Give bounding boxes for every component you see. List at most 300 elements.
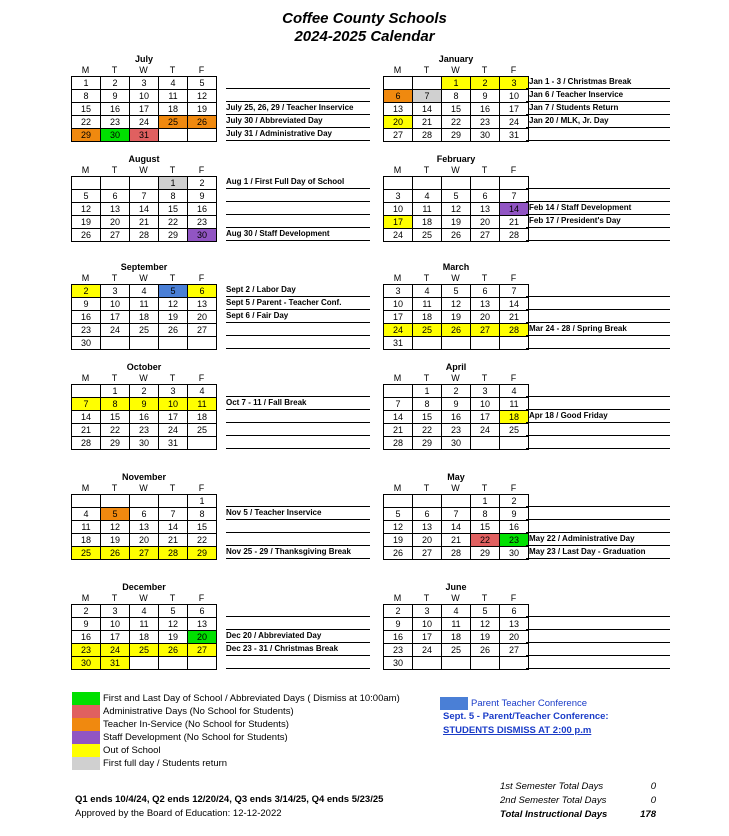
day-cell: 17	[384, 311, 413, 324]
weekday-label: M	[393, 273, 402, 283]
days-value: 0	[650, 781, 656, 792]
weekday-label: M	[81, 273, 90, 283]
event-note	[226, 76, 370, 89]
day-cell	[384, 77, 413, 90]
week-row	[72, 437, 217, 450]
day-cell: 13	[500, 618, 529, 631]
day-cell	[72, 495, 101, 508]
weekday-header	[71, 483, 217, 494]
month-notes	[226, 176, 370, 241]
day-cell: 14	[413, 103, 442, 116]
week-row	[384, 437, 529, 450]
event-note	[526, 284, 670, 297]
month-notes	[526, 494, 670, 559]
day-cell: 29	[413, 437, 442, 450]
day-cell: 2	[72, 605, 101, 618]
day-cell: 26	[384, 547, 413, 560]
weekday-label: F	[510, 273, 517, 283]
week-row	[72, 177, 217, 190]
weekday-label: W	[451, 373, 460, 383]
day-cell: 19	[159, 631, 188, 644]
day-cell: 19	[188, 103, 217, 116]
month-april	[383, 362, 529, 450]
weekday-label: T	[111, 273, 118, 283]
day-cell: 1	[471, 495, 500, 508]
day-cell: 28	[500, 229, 529, 242]
day-cell: 4	[442, 605, 471, 618]
day-cell: 18	[413, 216, 442, 229]
day-cell	[159, 657, 188, 670]
event-note	[526, 494, 670, 507]
day-cell: 22	[413, 424, 442, 437]
event-note	[226, 384, 370, 397]
week-row	[384, 203, 529, 216]
days-value: 0	[650, 795, 656, 806]
day-cell: 21	[72, 424, 101, 437]
day-cell: 2	[442, 385, 471, 398]
day-cell: 22	[159, 216, 188, 229]
day-cell	[159, 129, 188, 142]
day-cell: 12	[159, 618, 188, 631]
day-cell: 28	[442, 547, 471, 560]
day-cell: 3	[413, 605, 442, 618]
event-note	[526, 384, 670, 397]
day-cell: 7	[130, 190, 159, 203]
day-cell: 11	[159, 90, 188, 103]
event-note	[526, 310, 670, 323]
day-cell: 18	[72, 534, 101, 547]
month-name: November	[121, 472, 166, 482]
day-cell: 17	[101, 311, 130, 324]
day-cell	[442, 177, 471, 190]
weekday-label: T	[169, 165, 176, 175]
day-cell: 11	[413, 298, 442, 311]
day-cell: 26	[442, 324, 471, 337]
month-grid	[71, 604, 217, 670]
legend-item	[72, 731, 400, 744]
month-august	[71, 154, 217, 242]
day-cell: 17	[384, 216, 413, 229]
days-value: 178	[640, 809, 656, 820]
week-row	[384, 285, 529, 298]
event-note	[526, 604, 670, 617]
day-cell: 20	[101, 216, 130, 229]
week-row	[72, 534, 217, 547]
week-row	[72, 190, 217, 203]
month-grid	[383, 176, 529, 242]
day-cell: 28	[72, 437, 101, 450]
month-name: August	[128, 154, 160, 164]
event-note	[226, 336, 370, 349]
day-cell: 14	[159, 521, 188, 534]
weekday-header	[383, 165, 529, 176]
day-cell: 27	[188, 324, 217, 337]
weekday-label: T	[169, 593, 176, 603]
week-row	[384, 631, 529, 644]
week-row	[384, 605, 529, 618]
weekday-header	[383, 593, 529, 604]
day-cell: 19	[442, 216, 471, 229]
week-row	[72, 77, 217, 90]
day-cell	[384, 495, 413, 508]
day-cell	[413, 337, 442, 350]
day-cell: 5	[72, 190, 101, 203]
event-note	[526, 436, 670, 449]
day-cell: 24	[413, 644, 442, 657]
day-cell: 16	[188, 203, 217, 216]
day-cell: 19	[159, 311, 188, 324]
day-cell: 30	[442, 437, 471, 450]
day-cell: 7	[413, 90, 442, 103]
week-row	[72, 495, 217, 508]
day-cell: 17	[130, 103, 159, 116]
weekday-label: F	[510, 165, 517, 175]
weekday-header	[383, 65, 529, 76]
day-cell: 31	[159, 437, 188, 450]
event-note	[526, 228, 670, 241]
day-cell: 6	[471, 190, 500, 203]
legend-label: Staff Development (No School for Students)	[103, 732, 288, 743]
legend	[72, 692, 400, 770]
day-cell: 13	[188, 298, 217, 311]
week-row	[72, 337, 217, 350]
weekday-label: W	[139, 65, 148, 75]
day-cell: 20	[471, 311, 500, 324]
month-notes	[526, 284, 670, 349]
weekday-label: T	[481, 483, 488, 493]
event-note	[526, 520, 670, 533]
week-row	[72, 521, 217, 534]
event-note: July 30 / Abbreviated Day	[226, 115, 370, 128]
day-cell: 19	[101, 534, 130, 547]
day-cell: 24	[101, 644, 130, 657]
legend-swatch	[72, 744, 100, 757]
event-note: Aug 1 / First Full Day of School	[226, 176, 370, 189]
day-cell: 7	[500, 190, 529, 203]
day-cell	[101, 177, 130, 190]
day-cell: 31	[500, 129, 529, 142]
day-cell	[188, 129, 217, 142]
days-row	[500, 808, 656, 822]
day-cell: 27	[101, 229, 130, 242]
day-cell: 9	[384, 618, 413, 631]
weekday-label: F	[510, 593, 517, 603]
day-cell: 2	[384, 605, 413, 618]
day-cell: 8	[159, 190, 188, 203]
week-row	[72, 103, 217, 116]
event-note	[226, 617, 370, 630]
day-cell: 14	[72, 411, 101, 424]
weekday-label: W	[139, 483, 148, 493]
day-cell: 11	[413, 203, 442, 216]
week-row	[384, 618, 529, 631]
day-cell: 24	[101, 324, 130, 337]
month-december	[71, 582, 217, 670]
event-note	[226, 423, 370, 436]
day-cell: 5	[188, 77, 217, 90]
weekday-header	[71, 373, 217, 384]
week-row	[384, 534, 529, 547]
week-row	[72, 644, 217, 657]
day-cell: 24	[159, 424, 188, 437]
day-cell: 19	[442, 311, 471, 324]
week-row	[72, 285, 217, 298]
day-cell: 4	[500, 385, 529, 398]
day-cell: 26	[159, 644, 188, 657]
day-cell: 3	[384, 190, 413, 203]
day-cell: 13	[384, 103, 413, 116]
weekday-label: T	[169, 373, 176, 383]
day-cell	[188, 657, 217, 670]
day-cell: 14	[384, 411, 413, 424]
month-name: February	[436, 154, 476, 164]
day-cell: 5	[101, 508, 130, 521]
day-cell	[130, 657, 159, 670]
month-grid	[383, 284, 529, 350]
month-grid	[383, 384, 529, 450]
day-cell: 14	[500, 298, 529, 311]
day-cell: 8	[101, 398, 130, 411]
day-cell: 18	[442, 631, 471, 644]
month-name: September	[120, 262, 168, 272]
month-name: May	[447, 472, 465, 482]
week-row	[72, 90, 217, 103]
day-cell: 30	[101, 129, 130, 142]
weekday-label: W	[451, 65, 460, 75]
day-cell	[442, 495, 471, 508]
day-cell	[413, 495, 442, 508]
day-cell: 15	[159, 203, 188, 216]
week-row	[72, 116, 217, 129]
event-note	[526, 643, 670, 656]
weekday-label: F	[198, 593, 205, 603]
month-october	[71, 362, 217, 450]
legend-label: First and Last Day of School / Abbreviated Days ( Dismiss at 10:00am)	[103, 693, 400, 704]
weekday-label: T	[423, 593, 430, 603]
weekday-label: F	[198, 65, 205, 75]
week-row	[384, 324, 529, 337]
days-row	[500, 780, 656, 794]
day-cell: 15	[471, 521, 500, 534]
weekday-label: F	[198, 165, 205, 175]
month-name: October	[126, 362, 162, 372]
event-note: Jan 7 / Students Return	[526, 102, 670, 115]
day-cell: 1	[72, 77, 101, 90]
week-row	[72, 398, 217, 411]
day-cell	[384, 177, 413, 190]
day-cell: 7	[442, 508, 471, 521]
event-note	[526, 423, 670, 436]
day-cell: 16	[72, 631, 101, 644]
day-cell: 13	[471, 298, 500, 311]
day-cell: 30	[72, 657, 101, 670]
month-february	[383, 154, 529, 242]
day-cell: 27	[413, 547, 442, 560]
day-cell: 2	[188, 177, 217, 190]
day-cell: 10	[384, 203, 413, 216]
day-cell: 27	[130, 547, 159, 560]
weekday-label: T	[481, 65, 488, 75]
weekday-label: M	[81, 593, 90, 603]
day-cell: 3	[101, 285, 130, 298]
day-cell: 9	[442, 398, 471, 411]
week-row	[384, 547, 529, 560]
month-may	[383, 472, 529, 560]
day-cell	[159, 337, 188, 350]
weekday-label: W	[451, 165, 460, 175]
event-note	[526, 297, 670, 310]
day-cell: 12	[384, 521, 413, 534]
event-note: Jan 1 - 3 / Christmas Break	[526, 76, 670, 89]
day-cell: 5	[159, 285, 188, 298]
weekday-header	[383, 373, 529, 384]
week-row	[384, 216, 529, 229]
day-cell: 11	[188, 398, 217, 411]
day-cell: 18	[500, 411, 529, 424]
day-cell: 13	[130, 521, 159, 534]
month-notes	[526, 176, 670, 241]
day-cell: 6	[188, 285, 217, 298]
weekday-label: T	[423, 273, 430, 283]
weekday-label: M	[81, 373, 90, 383]
weekday-label: T	[481, 593, 488, 603]
month-notes	[226, 384, 370, 449]
day-cell: 30	[130, 437, 159, 450]
day-cell: 25	[72, 547, 101, 560]
event-note	[226, 323, 370, 336]
event-note: Sept 2 / Labor Day	[226, 284, 370, 297]
day-cell: 8	[72, 90, 101, 103]
weekday-label: T	[111, 593, 118, 603]
month-name: July	[134, 54, 153, 64]
day-cell: 7	[72, 398, 101, 411]
legend-swatch	[72, 718, 100, 731]
day-cell: 15	[188, 521, 217, 534]
day-cell: 22	[471, 534, 500, 547]
weekday-label: W	[451, 273, 460, 283]
weekday-label: T	[481, 273, 488, 283]
event-note	[226, 604, 370, 617]
day-cell: 27	[188, 644, 217, 657]
month-notes	[226, 604, 370, 669]
legend-label: First full day / Students return	[103, 758, 228, 769]
weekday-label: T	[481, 165, 488, 175]
month-notes	[526, 76, 670, 141]
day-cell: 13	[101, 203, 130, 216]
event-note: Sept 5 / Parent - Teacher Conf.	[226, 297, 370, 310]
event-note	[526, 189, 670, 202]
weekday-label: W	[139, 373, 148, 383]
day-cell: 25	[159, 116, 188, 129]
day-cell: 9	[101, 90, 130, 103]
day-cell: 9	[188, 190, 217, 203]
legend-item	[72, 757, 400, 770]
day-cell: 23	[130, 424, 159, 437]
month-grid	[71, 76, 217, 142]
days-label: Total Instructional Days	[500, 809, 608, 820]
week-row	[384, 311, 529, 324]
weekday-header	[383, 483, 529, 494]
day-cell: 10	[413, 618, 442, 631]
weekday-label: M	[393, 593, 402, 603]
day-cell: 20	[188, 311, 217, 324]
month-name: April	[445, 362, 467, 372]
day-cell: 6	[413, 508, 442, 521]
day-cell	[442, 337, 471, 350]
weekday-label: M	[81, 65, 90, 75]
event-note: Sept 6 / Fair Day	[226, 310, 370, 323]
day-cell: 16	[442, 411, 471, 424]
day-cell: 23	[384, 644, 413, 657]
day-cell: 23	[188, 216, 217, 229]
day-cell: 2	[101, 77, 130, 90]
day-cell: 1	[442, 77, 471, 90]
weekday-label: M	[81, 165, 90, 175]
day-cell: 21	[442, 534, 471, 547]
week-row	[384, 385, 529, 398]
day-cell: 20	[130, 534, 159, 547]
day-cell: 21	[500, 311, 529, 324]
month-notes	[526, 604, 670, 669]
day-cell: 24	[130, 116, 159, 129]
day-cell: 26	[101, 547, 130, 560]
day-cell: 5	[471, 605, 500, 618]
day-cell: 14	[442, 521, 471, 534]
day-cell: 10	[384, 298, 413, 311]
weekday-label: M	[393, 483, 402, 493]
day-cell: 28	[413, 129, 442, 142]
legend-swatch	[72, 705, 100, 718]
day-cell	[413, 657, 442, 670]
event-note: Feb 17 / President's Day	[526, 215, 670, 228]
event-note: Jan 20 / MLK, Jr. Day	[526, 115, 670, 128]
day-cell: 17	[101, 631, 130, 644]
day-cell: 13	[471, 203, 500, 216]
day-cell: 12	[442, 298, 471, 311]
day-cell: 22	[442, 116, 471, 129]
ptc-note: Sept. 5 - Parent/Teacher Conference:	[443, 711, 609, 722]
month-grid	[71, 384, 217, 450]
day-cell	[471, 657, 500, 670]
event-note: Dec 23 - 31 / Christmas Break	[226, 643, 370, 656]
day-cell: 12	[159, 298, 188, 311]
day-cell	[500, 437, 529, 450]
day-cell: 27	[500, 644, 529, 657]
event-note	[526, 630, 670, 643]
event-note: Feb 14 / Staff Development	[526, 202, 670, 215]
day-cell: 10	[130, 90, 159, 103]
day-cell: 29	[159, 229, 188, 242]
week-row	[72, 605, 217, 618]
weekday-label: T	[481, 373, 488, 383]
day-cell: 7	[384, 398, 413, 411]
event-note	[226, 533, 370, 546]
day-cell: 23	[101, 116, 130, 129]
weekday-label: M	[81, 483, 90, 493]
day-cell: 18	[159, 103, 188, 116]
month-name: March	[442, 262, 470, 272]
month-grid	[71, 494, 217, 560]
legend-label: Administrative Days (No School for Students)	[103, 706, 294, 717]
day-cell: 9	[72, 298, 101, 311]
weekday-label: T	[423, 165, 430, 175]
day-cell: 28	[384, 437, 413, 450]
month-september	[71, 262, 217, 350]
day-cell: 4	[413, 285, 442, 298]
week-row	[72, 424, 217, 437]
day-cell	[159, 495, 188, 508]
day-cell: 20	[413, 534, 442, 547]
